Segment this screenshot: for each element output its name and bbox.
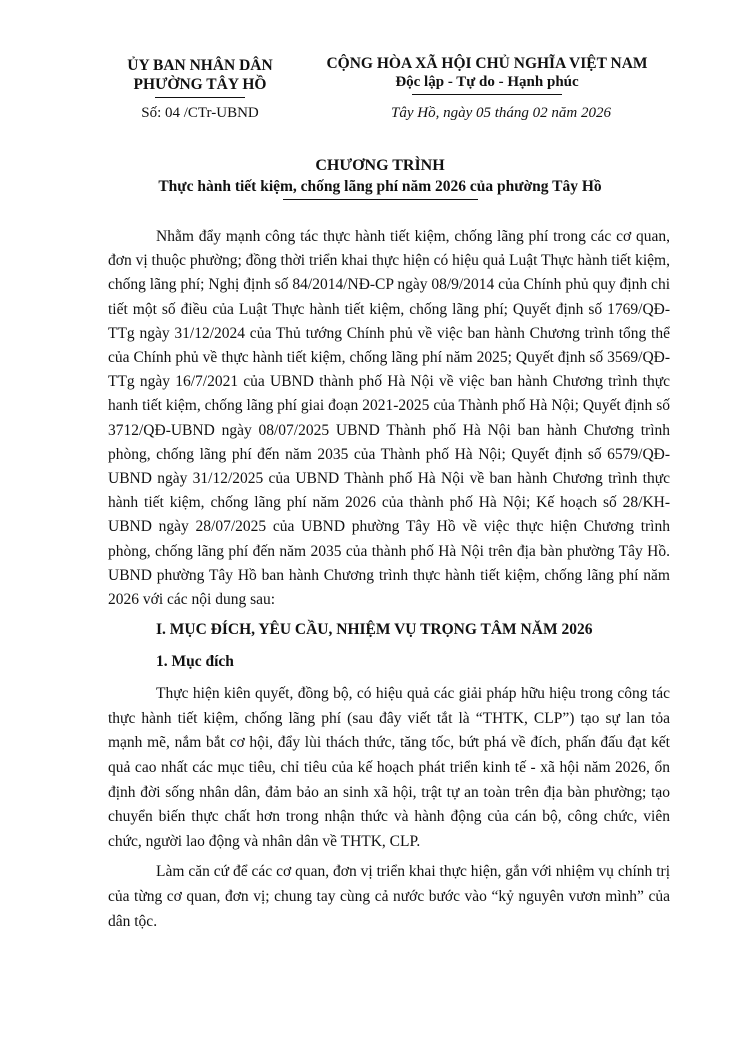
issuer-name-line1: ỦY BAN NHÂN DÂN xyxy=(127,57,273,74)
document-number: Số: 04 /CTr-UBND xyxy=(141,105,259,121)
motto-underline xyxy=(412,94,562,95)
document-title-block xyxy=(60,156,700,200)
place-and-date: Tây Hồ, ngày 05 tháng 02 năm 2026 xyxy=(391,105,611,121)
title-underline xyxy=(283,199,478,200)
purpose-paragraph-1: Thực hiện kiên quyết, đồng bộ, có hiệu quả các giải pháp hữu hiệu trong công tác thực hành tiết kiệm, chống lãng phí (sau đây viết tắt là “THTK, CLP”) tạo sự lan tỏa mạnh mẽ, nắm bắt cơ hội, đẩy lùi thách thức, tăng tốc, bứt phá về đích, phấn đấu đạt kết quả cao nhất các mục tiêu, chỉ tiêu của kế hoạch phát triển kinh tế - xã hội năm 2026, ổn định đời sống nhân dân, đảm bảo an sinh xã hội, trật tự an toàn trên địa bàn phường; tạo chuyển biến thực chất hơn trong nhận thức và hành động của cán bộ, công chức, viên chức, người lao động và nhân dân về THTK, CLP. xyxy=(108,685,670,850)
issuer-name-line2: PHƯỜNG TÂY HỒ xyxy=(133,76,267,93)
intro-paragraph: Nhằm đẩy mạnh công tác thực hành tiết kiệm, chống lãng phí trong các cơ quan, đơn vị thuộc phường; đồng thời triển khai thực hiện có hiệu quả Luật Thực hành tiết kiệm, chống lãng phí; Nghị định số 84/2014/NĐ-CP ngày 08/9/2014 của Chính phủ quy định chi tiết một số điều của Luật Thực hành tiết kiệm, chống lãng phí; Quyết định số 1769/QĐ-TTg ngày 31/12/2024 của Thủ tướng Chính phủ về việc ban hành Chương trình tổng thể của Chính phủ về thực hành tiết kiệm, chống lãng phí năm 2025; Quyết định số 3569/QĐ-TTg ngày 16/7/2021 của UBND thành phố Hà Nội về việc ban hành Chương trình thực hanh tiết kiệm, chống lãng phí giai đoạn 2021-2025 của Thành phố Hà Nội; Quyết định số 3712/QĐ-UBND ngày 08/07/2025 UBND Thành phố Hà Nội ban hành Chương trình phòng, chống lãng phí đến năm 2035 của Thành phố Hà Nội; Quyết định số 6579/QĐ-UBND ngày 31/12/2025 của UBND Thành phố Hà Nội về ban hành Chương trình thực hành tiết kiệm, chống lãng phí năm 2026 của thành phố Hà Nội; Kế hoạch số 28/KH-UBND ngày 28/07/2025 của UBND phường Tây Hồ về việc thực hiện Chương trình phòng, chống lãng phí đến năm 2035 của thành phố Hà Nội trên địa bàn phường Tây Hồ. UBND phường Tây Hồ ban hành Chương trình thực hành tiết kiệm, chống lãng phí năm 2026 với các nội dung sau: xyxy=(108,228,670,609)
document-body xyxy=(108,225,670,940)
national-heading-block xyxy=(292,54,682,123)
purpose-paragraph-2: Làm căn cứ để các cơ quan, đơn vị triển khai thực hiện, gắn với nhiệm vụ chính trị của từng cơ quan, đơn vị; chung tay cùng cả nước bước vào “kỷ nguyên vươn mình” của dân tộc. xyxy=(108,863,670,930)
subsection-1-heading: 1. Mục đích xyxy=(156,653,234,671)
issuer-block xyxy=(100,56,300,123)
document-type: CHƯƠNG TRÌNH xyxy=(315,157,445,174)
section-1-heading: I. MỤC ĐÍCH, YÊU CẦU, NHIỆM VỤ TRỌNG TÂM NĂM 2026 xyxy=(156,621,593,639)
national-title: CỘNG HÒA XÃ HỘI CHỦ NGHĨA VIỆT NAM xyxy=(326,55,648,72)
document-subtitle: Thực hành tiết kiệm, chống lãng phí năm 2026 của phường Tây Hồ xyxy=(158,178,602,195)
issuer-underline xyxy=(155,97,245,98)
national-motto: Độc lập - Tự do - Hạnh phúc xyxy=(395,74,579,90)
